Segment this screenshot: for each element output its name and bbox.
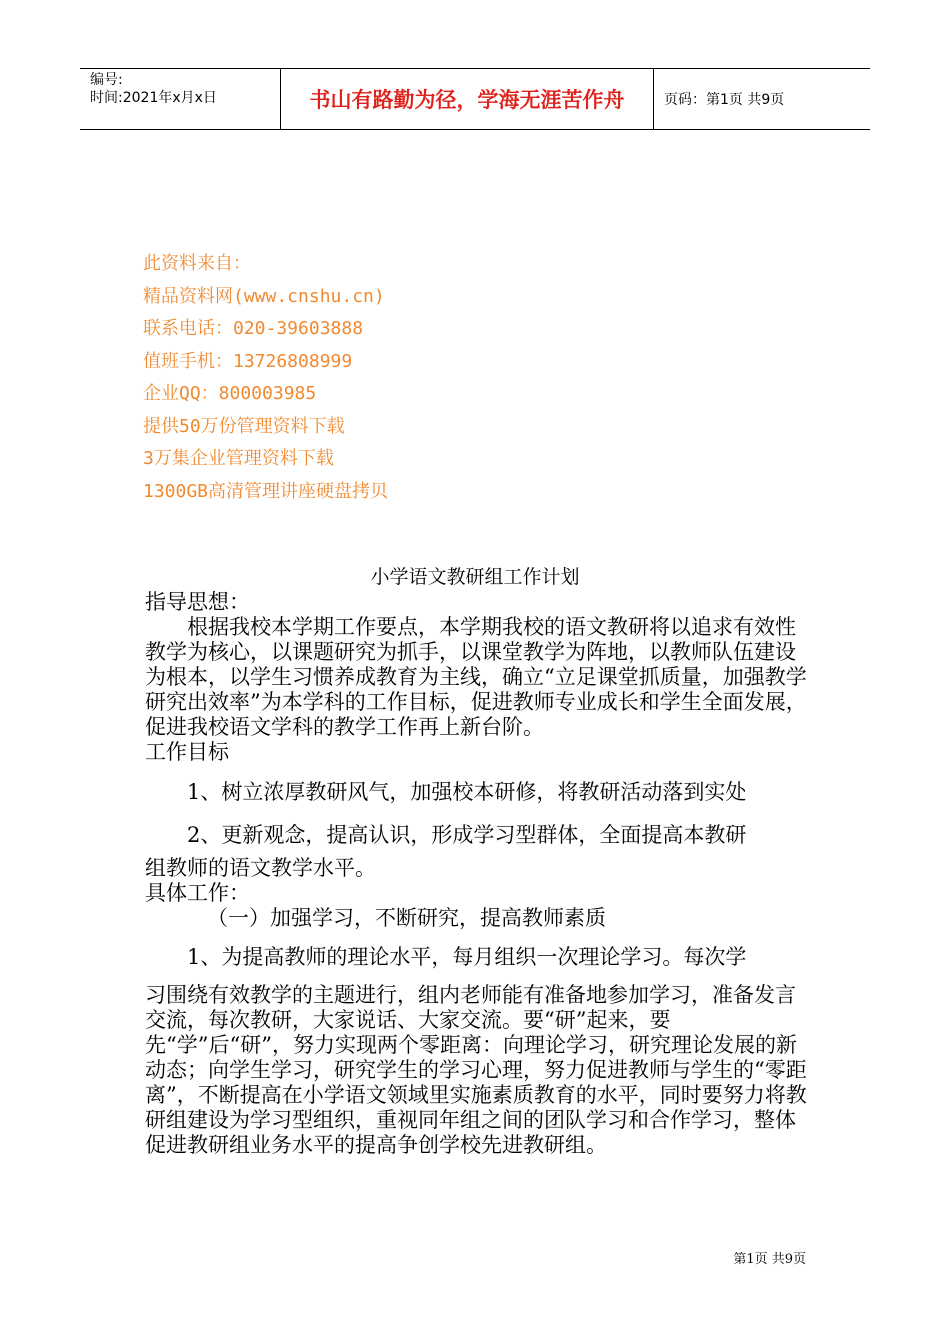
source-line: 1300GB高清管理讲座硬盘拷贝 — [143, 480, 389, 502]
source-line: 3万集企业管理资料下载 — [143, 448, 334, 469]
document-number-label: 编号: — [90, 72, 123, 88]
section-1-item-1-continued: 习围绕有效教学的主题进行，组内老师能有准备地参加学习，准备发言交流，每次教研，大家说话、大家交流。要“研”起来，要先“学”后“研”，努力实现两个零距离：向理论学习，研究理论发展的新动态；向学生学习，研究学生的学习心理，努力促进教师与学生的“零距离”，不断提高在小学语文领域里实施素质教育的水平，同时要努力将教研组建设为学习型组织，重视同年组之间的团队学习和合作学习，整体促进教研组业务水平的提高争创学校先进教研组。 — [145, 983, 807, 1157]
document-header — [80, 68, 870, 130]
document-time-label: 时间:2021年x月x日 — [90, 90, 217, 106]
source-info-block — [143, 248, 388, 508]
source-line: 提供50万份管理资料下载 — [143, 415, 345, 437]
work-heading: 具体工作： — [145, 881, 250, 905]
goal-item-2: 2、更新观念，提高认识，形成学习型群体，全面提高本教研 — [187, 823, 747, 847]
document-body — [145, 590, 808, 1158]
source-line: 此资料来自： — [143, 253, 251, 274]
source-line-qq: 企业QQ：800003985 — [143, 383, 317, 404]
guiding-paragraph: 根据我校本学期工作要点，本学期我校的语文教研将以追求有效性教学为核心，以课题研究为抓手，以课堂教学为阵地，以教师队伍建设为根本，以学生习惯养成教育为主线，确立“立足课堂抓质量，加强教学研究出效率”为本学科的工作目标，促进教师专业成长和学生全面发展，促进我校语文学科的教学工作再上新台阶。 — [145, 615, 807, 739]
document-title: 小学语文教研组工作计划 — [370, 566, 580, 588]
goal-item-2-continued: 组教师的语文教学水平。 — [145, 856, 376, 880]
source-line-mobile: 值班手机：13726808999 — [143, 350, 353, 372]
source-line-phone: 联系电话：020-39603888 — [143, 318, 364, 339]
section-1-heading: （一）加强学习，不断研究，提高教师素质 — [207, 906, 606, 930]
header-motto: 书山有路勤为径，学海无涯苦作舟 — [281, 69, 654, 129]
header-page-info: 页码：第1页 共9页 — [664, 92, 785, 108]
section-1-item-1: 1、为提高教师的理论水平，每月组织一次理论学习。每次学 — [187, 945, 747, 969]
header-meta-cell — [80, 69, 281, 129]
goals-heading: 工作目标 — [145, 740, 229, 764]
guiding-heading: 指导思想： — [145, 590, 250, 614]
goal-item-1: 1、树立浓厚教研风气，加强校本研修，将教研活动落到实处 — [187, 780, 747, 804]
page-footer: 第1页 共9页 — [733, 1252, 806, 1267]
source-line-website: 精品资料网(www.cnshu.cn) — [143, 285, 385, 307]
